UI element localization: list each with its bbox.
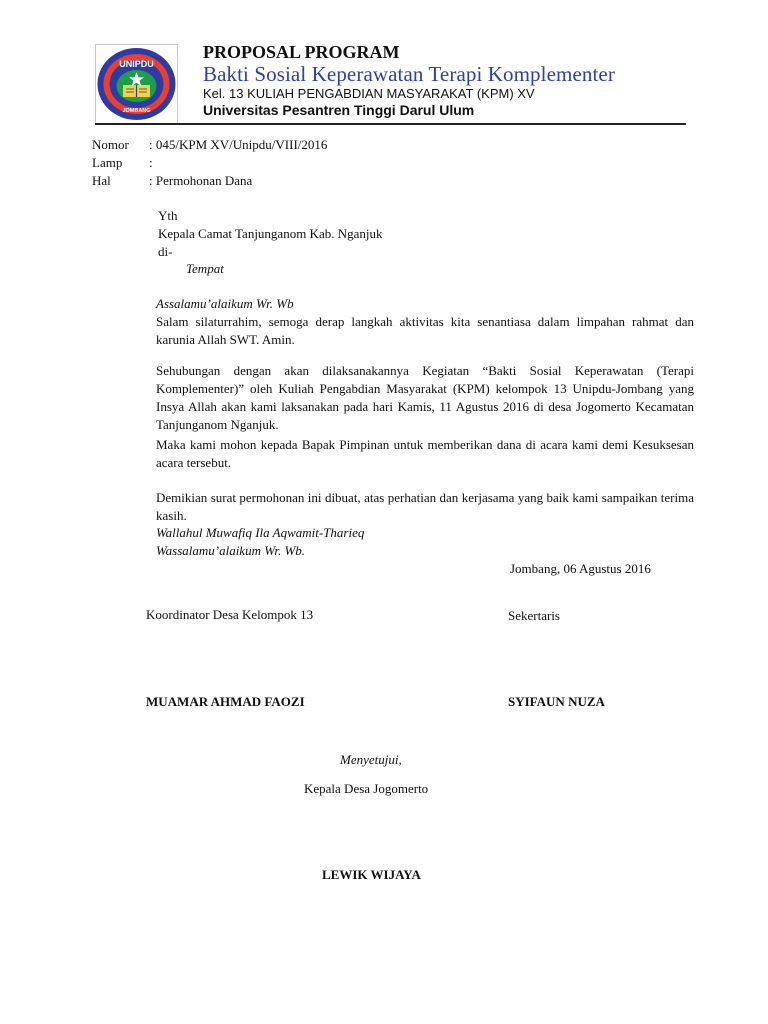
nomor-label: Nomor	[92, 137, 129, 152]
paragraph-purpose: Sehubungan dengan akan dilaksanakannya Kegiatan “Bakti Sosial Keperawatan (Terapi Komplementer)” oleh Kuliah Pengabdian Masyarakat (KPM) kelompok 13 Unipdu-Jombang yang Insya Allah akan kami laksanakan pada hari Kamis, 11 Agustus 2016 di desa Jogomerto Kecamatan Tanjunganom Nganjuk.	[156, 363, 694, 432]
hal-label: Hal	[92, 173, 111, 188]
approval-label: Menyetujui,	[340, 752, 402, 767]
hal-value: : Permohonan Dana	[149, 173, 253, 188]
logo-bottom-text: JOMBANG	[122, 108, 151, 114]
address-di: di-	[158, 244, 173, 259]
right-signer-name: SYIFAUN NUZA	[508, 694, 605, 709]
address-tempat: Tempat	[186, 261, 224, 276]
university-logo	[95, 44, 178, 124]
logo-emblem-icon	[96, 45, 177, 123]
lamp-label: Lamp	[92, 155, 123, 170]
left-signer-role: Koordinator Desa Kelompok 13	[146, 607, 314, 622]
paragraph-closing: Demikian surat permohonan ini dibuat, atas perhatian dan kerjasama yang baik kami sampaikan terima kasih.	[156, 490, 694, 523]
address-recipient: Kepala Camat Tanjunganom Kab. Nganjuk	[158, 226, 383, 241]
left-signer-name: MUAMAR AHMAD FAOZI	[146, 694, 305, 709]
right-signer-role: Sekertaris	[508, 608, 560, 623]
approver-name: LEWIK WIJAYA	[322, 867, 421, 882]
closing-wallahul: Wallahul Muwafiq Ila Aqwamit-Tharieq	[156, 525, 365, 540]
approver-role: Kepala Desa Jogomerto	[304, 781, 429, 796]
paragraph-request: Maka kami mohon kepada Bapak Pimpinan untuk memberikan dana di acara kami demi Kesuksesan acara tersebut.	[156, 437, 694, 470]
lamp-value: :	[149, 155, 153, 170]
group-name: Kel. 13 KULIAH PENGABDIAN MASYARAKAT (KPM) XV	[203, 86, 535, 101]
salam-opening: Assalamu’alaikum Wr. Wb	[156, 296, 294, 311]
address-yth: Yth	[158, 208, 178, 223]
nomor-value: : 045/KPM XV/Unipdu/VIII/2016	[149, 137, 328, 152]
university-name: Universitas Pesantren Tinggi Darul Ulum	[203, 102, 475, 118]
closing-wassalam: Wassalamu’alaikum Wr. Wb.	[156, 543, 306, 558]
program-label: PROPOSAL PROGRAM	[203, 42, 400, 62]
logo-top-text: UNIPDU	[119, 59, 154, 69]
header-divider	[95, 123, 686, 125]
place-date: Jombang, 06 Agustus 2016	[510, 561, 651, 576]
program-title: Bakti Sosial Keperawatan Terapi Komplementer	[203, 62, 615, 86]
paragraph-greeting: Salam silaturrahim, semoga derap langkah aktivitas kita senantiasa dalam limpahan rahmat dan karunia Allah SWT. Amin.	[156, 314, 694, 347]
